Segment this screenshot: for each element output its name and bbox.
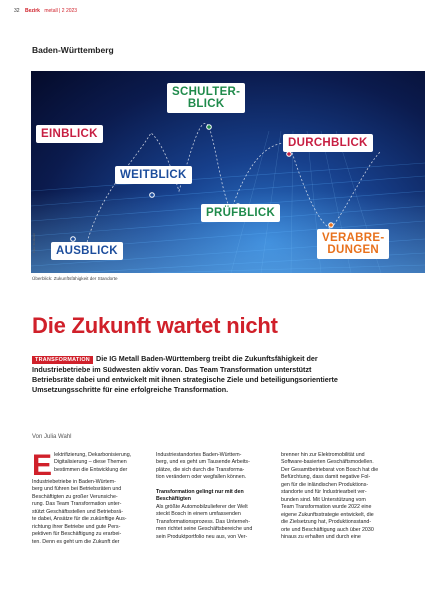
body-line: gen für die inländischen Produktions- (281, 481, 369, 488)
body-line: ten. Denn es geht um die Zukunft der (32, 538, 120, 545)
body-line: te dabei, Ansätze für die zukünftige Aus- (32, 516, 127, 523)
body-line: bunden sind. Mit Unterstützung vom (281, 496, 366, 503)
body-line: hinaus zu erhalten und durch eine (281, 533, 361, 540)
body-line: rung. Das Team Transformation unter- (32, 501, 122, 508)
author-line: Von Julia Wahl (32, 434, 72, 440)
article-headline: Die Zukunft wartet nicht (32, 313, 278, 338)
body-line: Transformationsprozess. Das Unterneh- (156, 518, 251, 525)
word-pruefblick-text: PRÜFBLICK (206, 207, 276, 219)
body-line: eigene Zukunftsstrategie entwickelt, die (281, 511, 374, 518)
word-pruefblick (201, 204, 280, 222)
body-line: men richtet seine Geschäftsbereiche und (156, 526, 253, 533)
word-verabredungen-text: VERABRE- DUNGEN (322, 232, 385, 256)
body-line: Als größte Automobilzulieferer der Welt (156, 503, 248, 510)
article-lead (32, 354, 352, 395)
word-schulterblick-text: SCHULTER- BLICK (172, 86, 241, 110)
body-line: Industriebetriebe in Baden-Würtem- (32, 479, 116, 485)
lead-text: Die IG Metall Baden-Württemberg treibt die Zukunftsfähigkeit der Industriebetriebe im Südwesten aktiv voran. Das Team Transformation unterstützt Betriebsräte dabei und entwickelt mit ihnen strategische Ziele und beteiligungsorientierte Umsetzungsschritte für eine erfolgreiche Transformation. (32, 354, 338, 394)
word-ausblick-text: AUSBLICK (56, 245, 118, 257)
body-line: stützt Geschäftsstellen und Betriebsrä- (32, 508, 123, 515)
body-line: lektrifizierung, Dekarbonisierung, (54, 452, 132, 458)
body-line: Team Transformation wurde 2022 eine (281, 504, 372, 511)
section-name: Bezirk (24, 8, 40, 14)
body-line: pektiven für Beschäftigung zu erarbei- (32, 531, 122, 538)
word-schulterblick (167, 83, 245, 113)
hero-image (31, 71, 425, 273)
body-line: orte und Beschäftigung auch über 2030 (281, 526, 374, 533)
word-durchblick-text: DURCHBLICK (288, 137, 368, 149)
body-line: Digitalisierung – diese Themen (54, 459, 127, 466)
magazine-issue: metall | 2 2023 (44, 8, 78, 14)
body-line: berg, und es geht um Tausende Arbeits- (156, 459, 250, 466)
body-column-3 (281, 452, 399, 541)
body-line: Der Gesamtbetriebsrat von Bosch hat die (281, 466, 379, 473)
body-line: berg und führen bei Betriebsräten und (32, 486, 122, 493)
body-line: plätze, die sich durch die Transforma- (156, 466, 245, 473)
word-ausblick (51, 242, 123, 260)
body-line: richtung ihrer Betriebe und gute Pers- (32, 523, 121, 530)
word-weitblick-text: WEITBLICK (120, 169, 187, 181)
subheading: Transformation gelingt nur mit den Beschäftigten (156, 488, 244, 503)
photo-credit: Foto: IG Metall (32, 233, 36, 253)
body-column-1 (32, 449, 144, 546)
body-line: steckt Bosch in einem umfassenden (156, 511, 241, 518)
word-einblick-text: EINBLICK (41, 128, 98, 140)
body-line: Befürchtung, dass damit negative Fol- (281, 474, 371, 481)
word-verabredungen (317, 229, 389, 259)
body-line: standorte und für Industriearbeit ver- (281, 489, 367, 496)
body-line: die Zielsetzung hat, Produktionsstand- (281, 519, 372, 526)
word-einblick (36, 125, 103, 143)
region-label: Baden-Württemberg (32, 45, 114, 55)
image-caption: Überblick: Zukunftsfähigkeit der Standorte (32, 276, 118, 281)
word-weitblick (115, 166, 192, 184)
body-line: bestimmen die Entwicklung der (54, 466, 128, 473)
body-line: brenner hin zur Elektromobilität und (281, 452, 365, 458)
body-column-2 (156, 452, 268, 541)
topic-tag: TRANSFORMATION (32, 356, 93, 364)
word-durchblick (283, 134, 373, 152)
page-number: 32 (14, 8, 20, 14)
body-line: sein Produktportfolio neu aus, von Ver- (156, 533, 248, 540)
body-line: Software-basierten Geschäftsmodellen. (281, 459, 374, 466)
body-line: tion verändern oder wegfallen können. (156, 474, 247, 481)
dropcap: E (32, 449, 53, 482)
running-header (14, 8, 77, 14)
body-line: Beschäftigten zu großer Verunsiche- (32, 493, 118, 500)
body-line: Industriestandortes Baden-Württem- (156, 452, 242, 458)
